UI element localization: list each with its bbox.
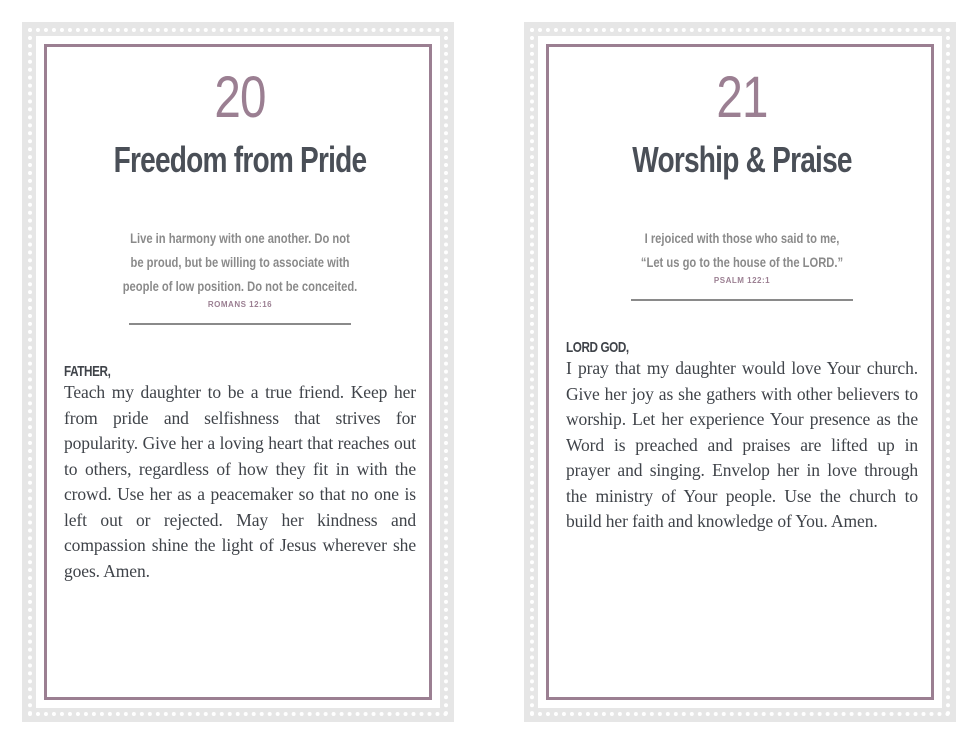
prayer-body: Teach my daughter to be a true friend. Keep her from pride and selfishness that strives for popularity. Give her a loving heart that reaches out to others, regardless of how they fit in with the crowd. Use her as a peacemaker so that no one is left out or rejected. May her kindness and compassion shine the light of Jesus wherever she goes. Amen. [64,382,416,581]
divider [631,299,853,301]
card-content [64,66,416,688]
card-frame [538,36,942,708]
scripture-reference: ROMANS 12:16 [207,300,273,309]
prayer-card-21 [524,22,956,722]
card-number: 21 [716,65,768,130]
scripture-verse: Live in harmony with one another. Do not be proud, but be willing to associate with people of low position. Do not be conceited. [122,230,358,294]
card-title: Worship & Praise [632,139,852,180]
card-number: 20 [214,65,266,130]
divider [129,323,351,325]
prayer-salutation: FATHER, [64,363,111,380]
prayer-card-20 [22,22,454,722]
card-content [566,66,918,688]
scripture-verse: I rejoiced with those who said to me, “Let us go to the house of the LORD.” [640,230,844,270]
scripture-reference: PSALM 122:1 [713,276,771,285]
prayer-body: I pray that my daughter would love Your church. Give her joy as she gathers with other believers to worship. Let her experience Your presence as the Word is preached and praises are lifted up in prayer and singing. Envelop her in love through the ministry of Your people. Use the church to build her faith and knowledge of You. Amen. [566,358,918,531]
card-frame [36,36,440,708]
prayer-salutation: LORD GOD, [566,339,629,356]
card-title: Freedom from Pride [113,139,367,180]
